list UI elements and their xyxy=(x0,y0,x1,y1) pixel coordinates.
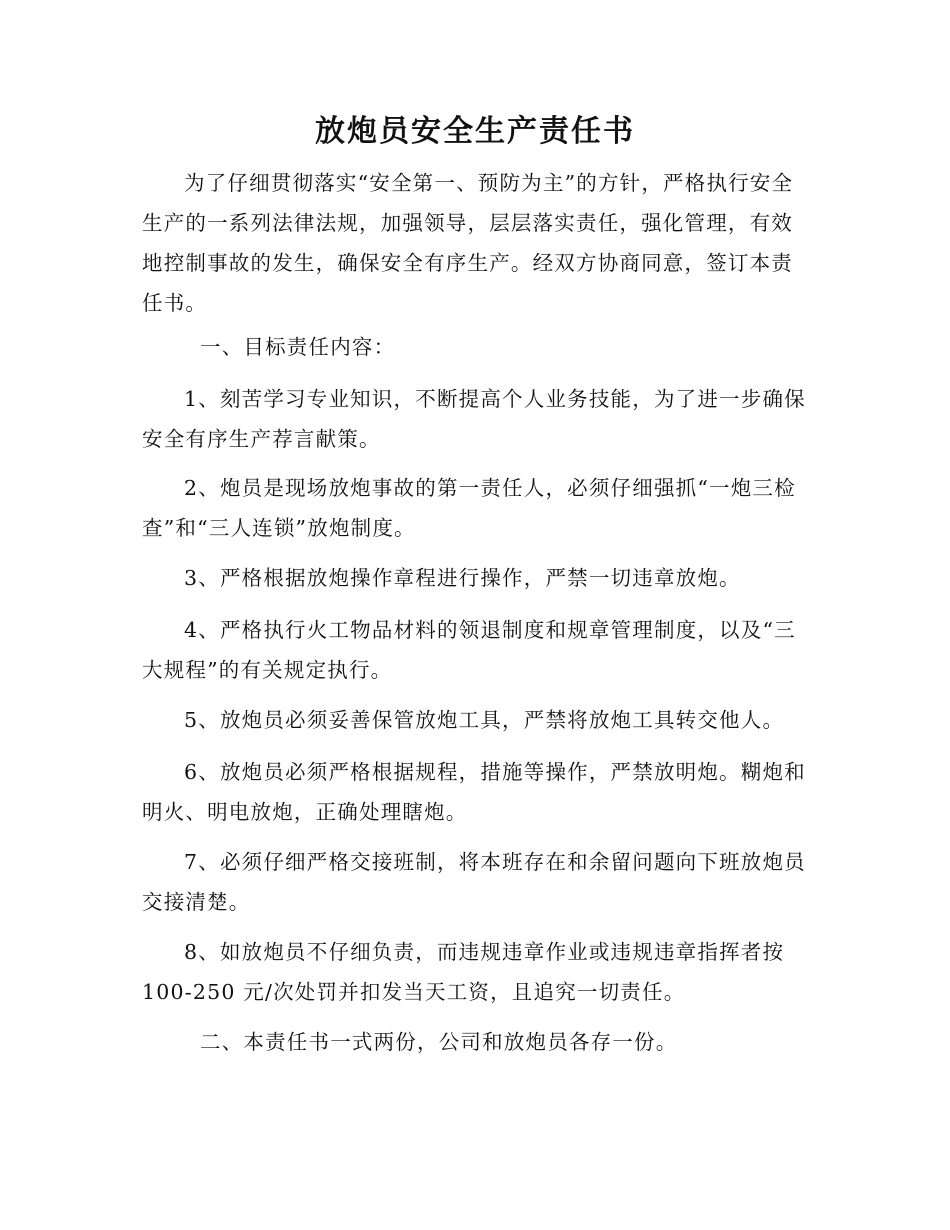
section-heading-2: 二、本责任书一式两份，公司和放炮员各存一份。 xyxy=(200,1030,678,1054)
list-item: 5、放炮员必须妥善保管放炮工具，严禁将放炮工具转交他人。 xyxy=(184,708,785,732)
document-title: 放炮员安全生产责任书 xyxy=(315,114,635,149)
list-item: 1、刻苦学习专业知识，不断提高个人业务技能，为了进一步确保安全有序生产荐言献策。 xyxy=(142,387,806,451)
list-item: 3、严格根据放炮操作章程进行操作，严禁一切违章放炮。 xyxy=(184,566,741,590)
intro-paragraph: 为了仔细贯彻落实“安全第一、预防为主”的方针，严格执行安全生产的一系列法律法规，加强领导，层层落实责任，强化管理，有效地控制事故的发生，确保安全有序生产。经双方协商同意，签订本责任书。 xyxy=(142,171,794,315)
list-item: 7、必须仔细严格交接班制，将本班存在和余留问题向下班放炮员交接清楚。 xyxy=(142,850,806,914)
list-item: 4、严格执行火工物品材料的领退制度和规章管理制度，以及“三大规程”的有关规定执行。 xyxy=(142,618,796,682)
list-item: 2、炮员是现场放炮事故的第一责任人，必须仔细强抓“一炮三检查”和“三人连锁”放炮制度。 xyxy=(142,476,796,540)
list-item: 6、放炮员必须严格根据规程，措施等操作，严禁放明炮。糊炮和明火、明电放炮，正确处理瞎炮。 xyxy=(142,760,806,824)
section-heading-1: 一、目标责任内容： xyxy=(200,335,396,359)
list-item: 8、如放炮员不仔细负责，而违规违章作业或违规违章指挥者按 100-250 元/次处罚并扣发当天工资，且追究一切责任。 xyxy=(142,940,785,1004)
